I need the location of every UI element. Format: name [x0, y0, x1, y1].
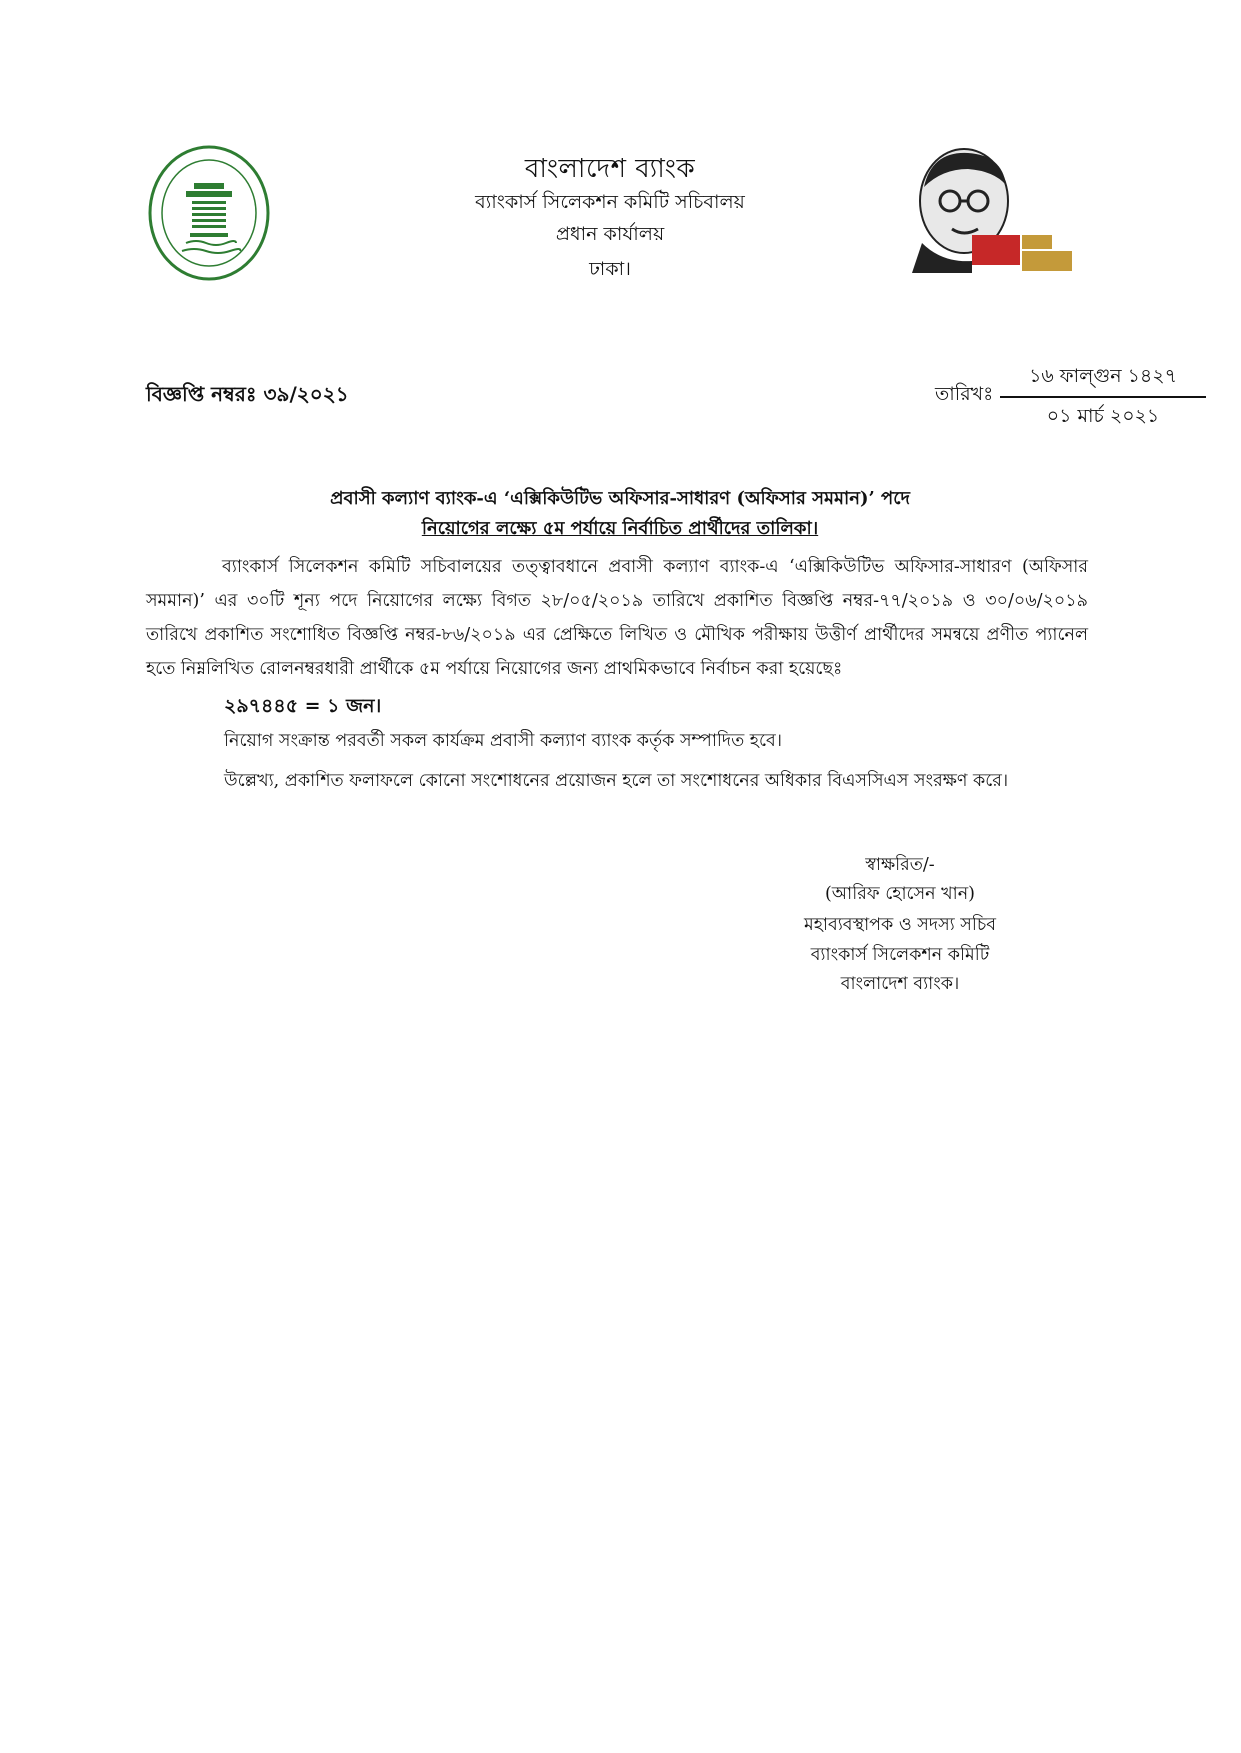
date-divider [1000, 396, 1206, 398]
signature-organization: বাংলাদেশ ব্যাংক। [840, 974, 960, 994]
signature-signed: স্বাক্ষরিত/- [865, 855, 935, 875]
selected-roll-number: ২৯৭৪৪৫ = ১ জন। [224, 695, 382, 717]
mujib-100-logo-icon [902, 143, 1077, 273]
followup-note: নিয়োগ সংক্রান্ত পরবর্তী সকল কার্যক্রম প্রবাসী কল্যাণ ব্যাংক কর্তৃক সম্পাদিত হবে। [224, 731, 783, 751]
body-paragraph: ব্যাংকার্স সিলেকশন কমিটি সচিবালয়ের তত্ত্বাবধানে প্রবাসী কল্যাণ ব্যাংক-এ ‘এক্সিকিউটিভ অফিসার-সাধারণ (অফিসার সমমান)’ এর ৩০টি শূন্য পদে নিয়োগের লক্ষ্যে বিগত ২৮/০৫/২০১৯ তারিখে প্রকাশিত বিজ্ঞপ্তি নম্বর-৭৭/২০১৯ ও ৩০/০৬/২০১৯ তারিখে প্রকাশিত সংশোধিত বিজ্ঞপ্তি নম্বর-৮৬/২০১৯ এর প্রেক্ষিতে লিখিত ও মৌখিক পরীক্ষায় উত্তীর্ণ প্রার্থীদের সমন্বয়ে প্রণীত প্যানেল হতে নিম্নলিখিত রোলনম্বরধারী প্রার্থীকে ৫ম পর্যায়ে নিয়োগের জন্য প্রাথমিকভাবে নির্বাচন করা হয়েছেঃ [146, 557, 1088, 679]
date-bangla: ১৬ ফাল্গুন ১৪২৭ [1029, 365, 1177, 387]
date-english: ০১ মার্চ ২০২১ [1046, 405, 1160, 427]
header-head-office: প্রধান কার্যালয় [555, 223, 665, 245]
bangladesh-bank-seal-icon [146, 143, 273, 282]
header-city: ঢাকা। [589, 258, 631, 280]
date-label: তারিখঃ [935, 383, 994, 405]
header-secretariat: ব্যাংকার্স সিলেকশন কমিটি সচিবালয় [475, 191, 745, 213]
subject-block [160, 484, 1080, 544]
correction-note: উল্লেখ্য, প্রকাশিত ফলাফলে কোনো সংশোধনের প্রয়োজন হলে তা সংশোধনের অধিকার বিএসসিএস সংরক্ষণ করে। [224, 771, 1009, 791]
subject-line-2: নিয়োগের লক্ষ্যে ৫ম পর্যায়ে নির্বাচিত প্রার্থীদের তালিকা। [421, 518, 819, 539]
date-block [1000, 362, 1206, 434]
notice-number: বিজ্ঞপ্তি নম্বরঃ ৩৯/২০২১ [146, 382, 349, 406]
signature-name: (আরিফ হোসেন খান) [824, 884, 976, 904]
signature-designation: মহাব্যবস্থাপক ও সদস্য সচিব [803, 915, 997, 935]
header-title: বাংলাদেশ ব্যাংক [524, 154, 696, 184]
subject-line-1: প্রবাসী কল্যাণ ব্যাংক-এ ‘এক্সিকিউটিভ অফিসার-সাধারণ (অফিসার সমমান)’ পদে [330, 488, 910, 509]
signature-committee: ব্যাংকার্স সিলেকশন কমিটি [810, 945, 990, 965]
